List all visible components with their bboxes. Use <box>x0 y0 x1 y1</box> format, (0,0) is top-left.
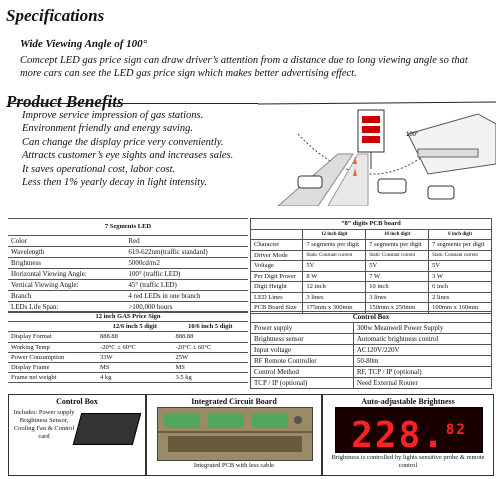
table-row: Digit Height 12 inch 10 inch 6 inch <box>251 282 492 293</box>
table-row: Brightness sensor Automatic brightness control <box>251 334 492 345</box>
table-row: Vertical Viewing Angle: 45° (traffic LED) <box>8 280 248 291</box>
table-row: Character 7 segments per digit 7 segments per digit 7 segments per digit <box>251 240 492 251</box>
table-row: Per Digit Power 8 W 7 W 3 W <box>251 271 492 282</box>
panel-title: Integrated Circuit Board <box>191 397 277 406</box>
table-row: Brightness 5000cd/m2 <box>8 258 248 269</box>
benefit-item: Can change the display price very conveniently. <box>22 136 224 148</box>
benefit-item: Less then 1% yearly decay in light intensity. <box>22 177 207 189</box>
control-box-image <box>73 413 142 445</box>
table-row: Driver Mode Static Constant current Static Constant current Static Constant current <box>251 250 492 261</box>
table-row: Horizontal Viewing Angle: 100° (traffic LED) <box>8 269 248 280</box>
table-header: Control Box <box>251 312 492 323</box>
panel-caption: Integrated PCB with less cable <box>193 462 275 469</box>
panel-title: Control Box <box>56 397 98 406</box>
table-row: TCP / IP (optional) Need External Router <box>251 378 492 389</box>
viewing-angle-subtitle: Wide Viewing Angle of 100° <box>20 38 148 50</box>
table-header: 7 Segments LED <box>8 219 248 236</box>
table-header: “8” digits PCB board <box>251 219 492 230</box>
table-row: Branch 4 red LEDs in one branch <box>8 291 248 302</box>
circuit-board-panel <box>146 394 322 476</box>
table-row: Frame net weight 4 kg 3.5 kg <box>8 373 248 383</box>
brightness-panel <box>322 394 494 476</box>
pcb-board-table: “8” digits PCB board 12 inch digit 16 inch digit 6 inch digit Character 7 segments per digit 7 segments per digit 7 segments per digit Driver Mode Static Constant current Static Constant current Static Constant current Voltage 5V 5V 5V Per Digit Power 8 W 7 W 3 W Digit Height 12 inch 10 inch 6 inch LED Lines 3 lines 3 lines 2 lines PCB Board Size 175mm x 300mm 150mm x 250mm 100mm x 160mm <box>250 218 492 314</box>
led-7-segment-table <box>8 218 248 313</box>
table-row: Wavelength 619-622nm(traffic standard) <box>8 247 248 258</box>
control-box-panel <box>8 394 146 476</box>
table-row: Working Temp -20°C ± 60°C -20°C ± 60°C <box>8 342 248 352</box>
control-box-table <box>250 311 492 389</box>
table-row: Display Format 888.88 888.88 <box>8 332 248 342</box>
pcb-image <box>157 407 313 461</box>
benefit-item: Improve service impression of gas stations. <box>22 110 204 121</box>
table-row: Input voltage AC120V/220V <box>251 345 492 356</box>
table-row: Voltage 5V 5V 5V <box>251 261 492 272</box>
table-row: Display Frame MS MS <box>8 363 248 373</box>
control-box-description: Includes: Power supply Brightness Sensor, Cooling Fan & Control card <box>13 409 75 440</box>
table-row: Control Method RF, TCP / IP (optional) <box>251 367 492 378</box>
table-header: 12 inch GAS Price Sign <box>8 312 248 322</box>
divider-line <box>8 103 258 104</box>
benefit-item: Environment friendly and energy saving. <box>22 123 193 135</box>
benefit-item: Attracts customer’s eye sights and increases sales. <box>22 150 234 162</box>
table-row: PCB Board Size 175mm x 300mm 150mm x 250mm 100mm x 160mm <box>251 303 492 314</box>
gas-station-illustration <box>258 94 496 206</box>
panel-title: Auto-adjustable Brightness <box>361 397 455 406</box>
gas-price-sign-table: 12 inch GAS Price Sign 12/6 inch 5 digit 10/6 inch 5 digit Display Format 888.88 888.88 Working Temp -20°C ± 60°C -20°C ± 60°C Power Consumption 33W 25W Display Frame MS MS Frame net weight 4 kg 3.5 kg <box>8 311 248 383</box>
angle-label: 100° <box>406 132 419 138</box>
benefits-title: Product Benefits <box>6 92 124 111</box>
specifications-title: Specifications <box>6 6 105 25</box>
table-row: Power supply 300w Meanwell Power Supply <box>251 323 492 334</box>
table-row: LED Lines 3 lines 3 lines 2 lines <box>251 292 492 303</box>
table-row: LEDs Life Span: >100,000 hours <box>8 302 248 313</box>
benefit-item: It saves operational cost, labor cost. <box>22 163 176 175</box>
table-row: RF Remote Controller 50-80m <box>251 356 492 367</box>
specs-description: Comcept LED gas price sign can draw driver’s attention from a distance due to long viewing angle so that more cars can see the LED gas price sign which makes better advertising effect. <box>20 55 468 79</box>
led-price-display: 228.82 <box>335 407 483 453</box>
table-row: Color Red <box>8 236 248 247</box>
panel-caption: Brightness is controlled by lights sensitive probe & remote control <box>331 454 485 469</box>
benefits-list <box>22 109 233 189</box>
table-row: Power Consumption 33W 25W <box>8 352 248 362</box>
